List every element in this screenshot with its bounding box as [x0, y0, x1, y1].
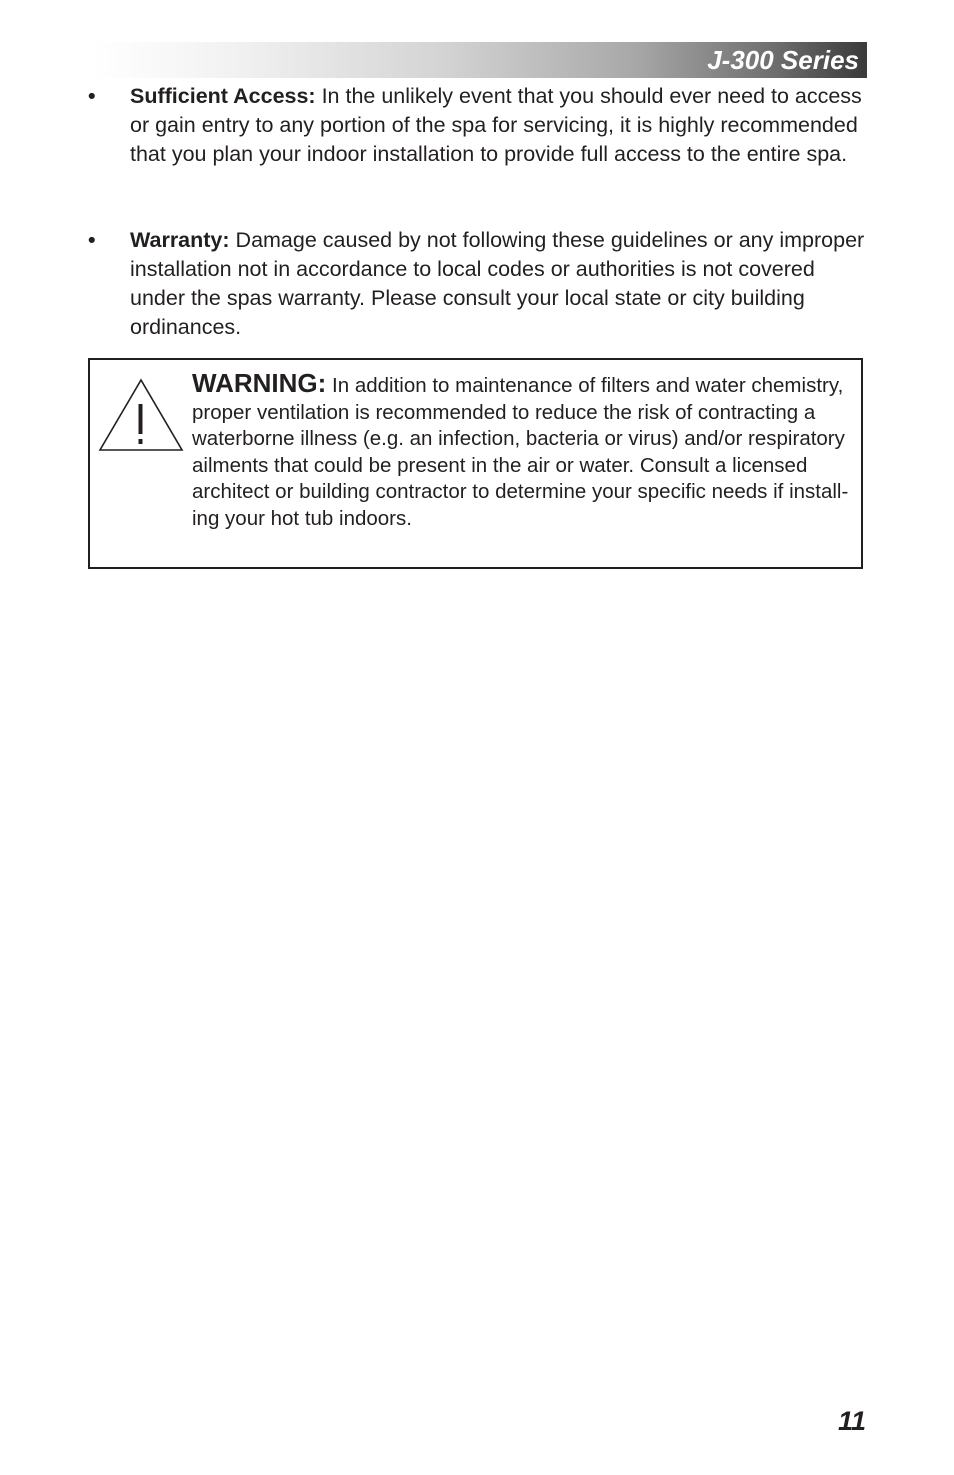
- bullet-body: In the unlikely event that you should ever need to access or gain entry to any portion of the spa for servicing, it is highly recommended that you plan your indoor installation to provide full access to the entire spa.: [130, 84, 862, 166]
- bullet-text: [130, 82, 870, 169]
- bullet-marker: •: [88, 228, 96, 252]
- bullet-warranty: [88, 226, 878, 346]
- bullet-text: [130, 226, 870, 342]
- warning-triangle-icon: [98, 378, 184, 454]
- bullet-lead: Warranty:: [130, 228, 230, 252]
- bullet-body: Damage caused by not following these guidelines or any improper installation not in accordance to local codes or authorities is not covered under the spas warranty. Please consult your local state or city building ordinances.: [130, 228, 865, 339]
- warning-body: In addition to maintenance of filters and water chemistry, proper ventilation is recommended to reduce the risk of contracting a waterborne illness (e.g. an infection, bacteria or virus) and/or respiratory ailments that could be present in the air or water. Consult a licensed architect or building contractor to determine your specific needs if install-ing your hot tub indoors.: [192, 374, 849, 530]
- page-header-title: J-300 Series: [707, 45, 859, 75]
- page-number: 11: [837, 1406, 866, 1436]
- header-bar: [92, 42, 867, 78]
- warning-text: [192, 370, 852, 532]
- bullet-sufficient-access: [88, 82, 878, 202]
- bullet-marker: •: [88, 84, 96, 108]
- warning-lead: WARNING:: [192, 368, 327, 398]
- warning-box: [88, 358, 863, 569]
- bullet-lead: Sufficient Access:: [130, 84, 316, 108]
